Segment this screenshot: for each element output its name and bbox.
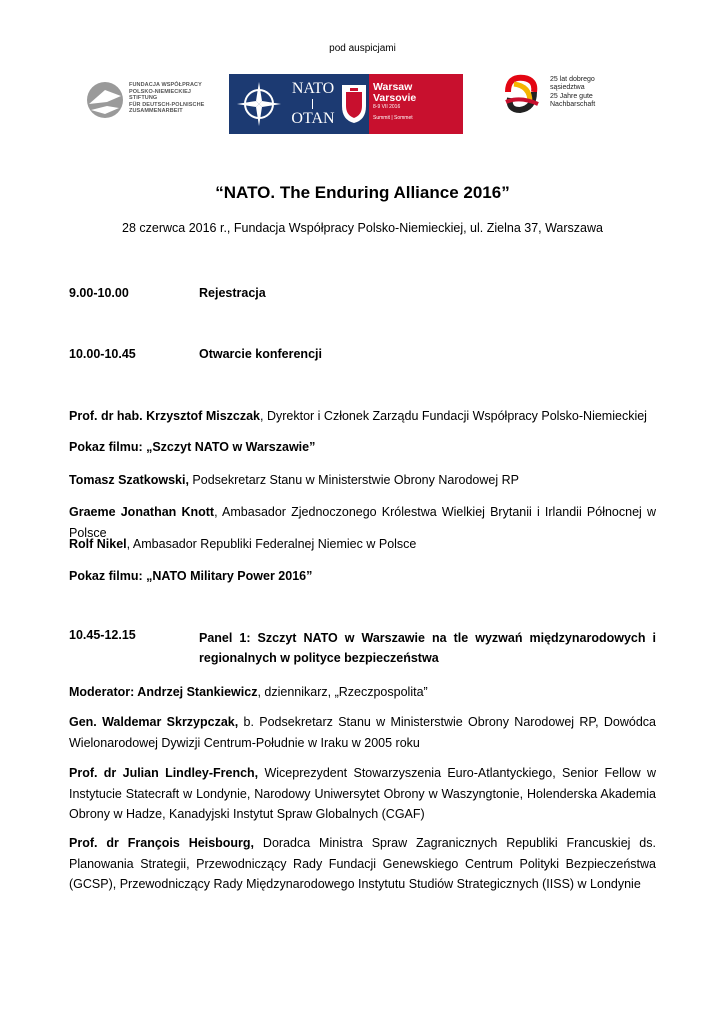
film-title: Pokaz filmu: „Szczyt NATO w Warszawie” [69,440,316,454]
speaker-entry [69,470,656,491]
anniversary-line: sąsiedztwa [550,84,585,92]
speaker-entry [69,763,656,825]
speaker-desc: Doradca Ministra Spraw Zagranicznych Republiki Francuskiej ds. Planowania Strategii, Przewodniczący Rady Fundacji Genewskiego Centrum Polityki Bezpieczeństwa (GCSP), Przewodniczący Rady Międzynarodowego Instytutu Studiów Strategicznych (IISS) w Londynie [69,836,656,891]
fwpn-line: FUNDACJA WSPÓŁPRACY [129,82,202,88]
fwpn-line: FÜR DEUTSCH-POLNISCHE [129,101,205,108]
city-en: Warsaw [373,81,413,93]
fwpn-logo-text [129,82,204,115]
anniversary-line: 25 Jahre gute [550,92,593,100]
speaker-name: Rolf Nikel [69,537,127,551]
speaker-entry [69,833,656,895]
page-title: “NATO. The Enduring Alliance 2016” [215,183,510,202]
film-title: Pokaz filmu: „NATO Military Power 2016” [69,569,313,583]
nato-summit-logo [229,74,463,134]
film-entry [69,566,656,587]
moderator-entry [69,682,656,703]
nato-divider [312,99,313,109]
summit-shield-icon [341,84,367,124]
speaker-desc: Podsekretarz Stanu w Ministerstwie Obrony Narodowej RP [188,473,519,487]
summit-dates: 8-9 VII 2016 [373,104,401,110]
speaker-desc: , dziennikarz, „Rzeczpospolita” [257,685,428,699]
nato-red-panel [369,74,463,134]
city-fr: Varsovie [373,92,417,104]
speaker-desc: b. Podsekretarz Stanu w Ministerstwie Obrony Narodowej RP, Dowódca Wielonarodowej Dywizji Centrum-Południe w Iraku w 2005 roku [69,715,656,750]
speaker-entry [69,534,656,555]
schedule-time: 10.00-10.45 [69,347,136,361]
speaker-name: Graeme Jonathan Knott [69,505,215,519]
speaker-name: Gen. Waldemar Skrzypczak, [69,715,239,729]
summit-label: Summit | Sommet [373,115,413,121]
speaker-name: Tomasz Szatkowski, [69,473,189,487]
fwpn-emblem-icon [85,80,125,120]
speaker-desc: , Ambasador Republiki Federalnej Niemiec w Polsce [126,537,417,551]
anniversary-logo [500,72,640,122]
schedule-label: Rejestracja [199,286,266,300]
otan-text: OTAN [291,110,335,127]
schedule-time: 9.00-10.00 [69,286,129,300]
speaker-entry [69,712,656,753]
schedule-label: Otwarcie konferencji [199,347,322,361]
anniversary-line: Nachbarschaft [550,101,596,109]
speaker-desc: , Ambasador Zjednoczonego Królestwa Wielkiej Brytanii i Irlandii Północnej w Polsce [69,505,657,540]
panel-title: Panel 1: Szczyt NATO w Warszawie na tle wyzwań międzynarodowych i regionalnych w polityce bezpieczeństwa [199,631,656,665]
speaker-name: Prof. dr hab. Krzysztof Miszczak [69,409,261,423]
summit-city [373,82,416,104]
schedule-time: 10.45-12.15 [69,628,136,642]
speaker-name: Moderator: Andrzej Stankiewicz [69,685,258,699]
speaker-entry [69,406,656,427]
nato-blue-panel [229,74,369,134]
event-date-venue: 28 czerwca 2016 r., Fundacja Współpracy Polsko-Niemieckiej, ul. Zielna 37, Warszawa [122,221,603,235]
speaker-desc: Wiceprezydent Stowarzyszenia Euro-Atlantyckiego, Senior Fellow w Instytucie Statecraft w Londynie, Narodowy Uniwersytet Obrony w Waszyngtonie, Holenderska Akademia Obrony w Hadze, Kanadyjski Instytut Spraw Globalnych (CGAF) [69,766,656,821]
nato-compass-star-icon [235,80,283,128]
logo-bar [0,72,725,136]
anniversary-text [550,76,595,110]
fwpn-line: ZUSAMMENARBEIT [129,108,183,115]
speaker-desc: , Dyrektor i Członek Zarządu Fundacji Współpracy Polsko-Niemieckiej [260,409,647,423]
auspices-caption: pod auspicjami [329,43,396,54]
fwpn-logo [85,80,225,120]
fwpn-line: STIFTUNG [129,95,158,102]
speaker-name: Prof. dr Julian Lindley-French, [69,766,259,780]
film-entry [69,437,656,458]
anniversary-line: 25 lat dobrego [550,76,595,83]
nato-text: NATO [291,80,335,97]
fwpn-line: POLSKO-NIEMIECKIEJ [129,88,192,95]
anniversary-ribbon-icon [500,72,546,118]
speaker-name: Prof. dr François Heisbourg, [69,836,255,850]
